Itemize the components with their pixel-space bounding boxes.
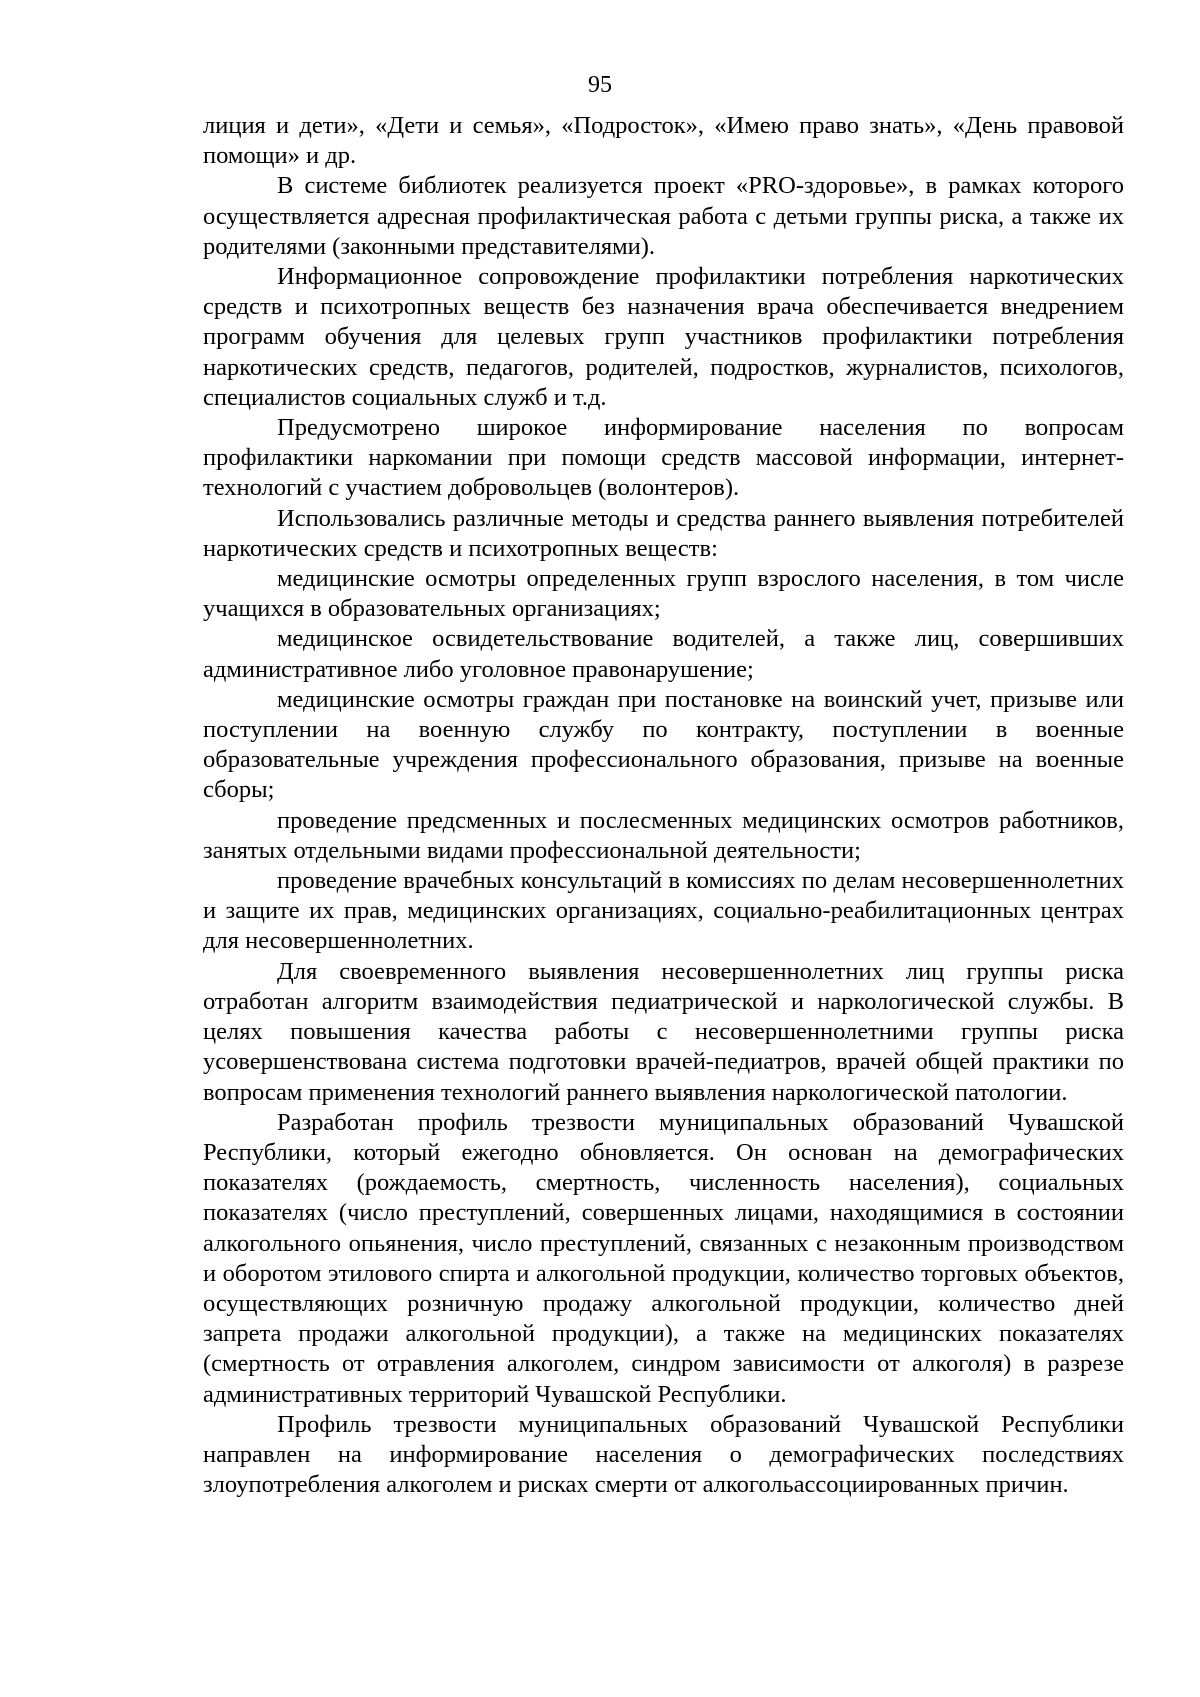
paragraph-early-detection-methods: Использовались различные методы и средства раннего выявления потребителей наркотических средств и психотропных веществ: bbox=[203, 504, 1124, 562]
paragraph-sobriety-profile: Разработан профиль трезвости муниципальных образований Чувашской Республики, который ежегодно обновляется. Он основан на демографических показателях (рождаемость, смертность, численность населения), социальных показателях (число преступлений, совершенных лицами, находящимися в состоянии алкогольного опьянения, число преступлений, связанных с незаконным производством и оборотом этилового спирта и алкогольной продукции, количество торговых объектов, осуществляющих розничную продажу алкогольной продукции, количество дней запрета продажи алкогольной продукции), а также на медицинских показателях (смертность от отравления алкоголем, синдром зависимости от алкоголя) в разрезе административных территорий Чувашской Республики. bbox=[203, 1108, 1124, 1408]
paragraph-information-support: Информационное сопровождение профилактики потребления наркотических средств и психотропных веществ без назначения врача обеспечивается внедрением программ обучения для целевых групп участников профилактики потребления наркотических средств, педагогов, родителей, подростков, журналистов, психологов, специалистов социальных служб и т.д. bbox=[203, 263, 1124, 411]
paragraph-continuation: лиция и дети», «Дети и семья», «Подросток», «Имею право знать», «День правовой помощи» и др. bbox=[203, 112, 1124, 170]
paragraph-sobriety-profile-purpose: Профиль трезвости муниципальных образований Чувашской Республики направлен на информирование населения о демографических последствиях злоупотребления алкоголем и рисках смерти от алкогольассоциированных причин. bbox=[203, 1410, 1124, 1499]
paragraph-pro-health-project: В системе библиотек реализуется проект «PRO-здоровье», в рамках которого осуществляется адресная профилактическая работа с детьми группы риска, а также их родителями (законными представителями). bbox=[203, 172, 1124, 260]
paragraph-mass-media: Предусмотрено широкое информирование населения по вопросам профилактики наркомании при помощи средств массовой информации, интернет-технологий с участием добровольцев (волонтеров). bbox=[203, 414, 1124, 502]
list-item-shift-exams: проведение предсменных и послесменных медицинских осмотров работников, занятых отдельными видами профессиональной деятельности; bbox=[203, 806, 1124, 864]
page-number: 95 bbox=[588, 72, 612, 98]
list-item-driver-examination: медицинское освидетельствование водителей, а также лиц, совершивших административное либо уголовное правонарушение; bbox=[203, 625, 1124, 683]
list-item-military-registration-exams: медицинские осмотры граждан при постановке на воинский учет, призыве или поступлении на военную службу по контракту, поступлении в военные образовательные учреждения профессионального образования, призыве на военные сборы; bbox=[203, 685, 1124, 804]
paragraph-risk-group-algorithm: Для своевременного выявления несовершеннолетних лиц группы риска отработан алгоритм взаимодействия педиатрической и наркологической службы. В целях повышения качества работы с несовершеннолетними группы риска усовершенствована система подготовки врачей-педиатров, врачей общей практики по вопросам применения технологий раннего выявления наркологической патологии. bbox=[203, 957, 1124, 1106]
list-item-adult-medical-exams: медицинские осмотры определенных групп взрослого населения, в том числе учащихся в образовательных организациях; bbox=[203, 565, 1124, 623]
list-item-medical-consultations: проведение врачебных консультаций в комиссиях по делам несовершеннолетних и защите их прав, медицинских организациях, социально-реабилитационных центрах для несовершеннолетних. bbox=[203, 867, 1124, 955]
body-text bbox=[203, 111, 1124, 1500]
